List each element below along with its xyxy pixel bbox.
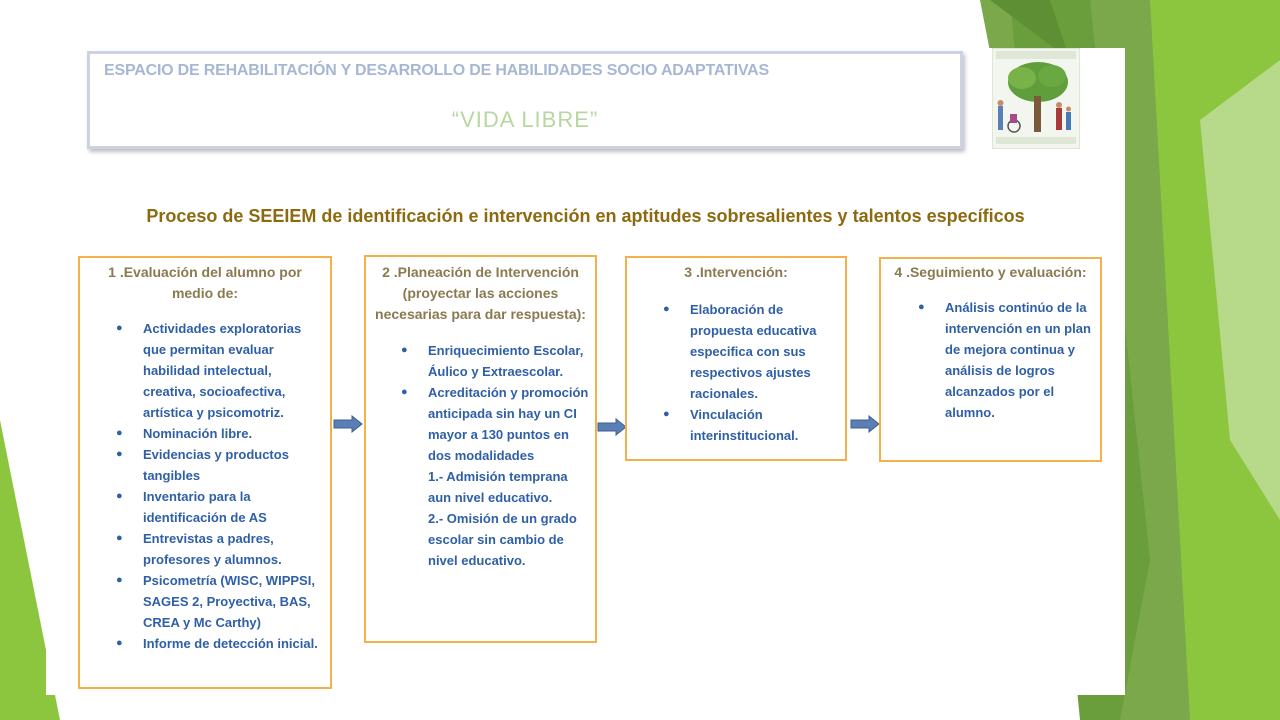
bullet-icon: ● (116, 427, 123, 439)
organization-banner (87, 51, 963, 149)
step-3-list (663, 299, 839, 446)
organization-motto: “VIDA LIBRE” (451, 107, 599, 132)
list-item (116, 318, 324, 423)
list-item-text: Informe de detección inicial. (143, 636, 318, 651)
bullet-icon: ● (116, 532, 123, 544)
step-4-title: 4 .Seguimiento y evaluación: (894, 264, 1087, 280)
list-item-text: Vinculación interinstitucional. (690, 407, 799, 443)
list-item (663, 299, 839, 404)
list-item-text: Nominación libre. (143, 426, 253, 441)
slide-content (46, 48, 1125, 695)
bullet-icon: ● (116, 490, 123, 502)
step-3-title: 3 .Intervención: (684, 264, 788, 280)
bullet-icon: ● (116, 448, 123, 460)
step-1-evaluation-box (78, 256, 332, 689)
list-item-text: Enriquecimiento Escolar, Áulico y Extraescolar. (428, 343, 584, 379)
step-4-list (918, 297, 1094, 423)
list-item-text: Evidencias y productos tangibles (143, 447, 289, 483)
bullet-icon: ● (116, 637, 123, 649)
list-item (116, 486, 324, 528)
arrow-right-icon (333, 415, 363, 433)
arrow-right-icon (850, 415, 880, 433)
organization-logo (992, 48, 1080, 149)
list-item-text: Actividades exploratorias que permitan evaluar habilidad intelectual, creativa, socioafectiva, artística y psicomotriz. (143, 321, 302, 420)
diagram-title: Proceso de SEEIEM de identificación e intervención en aptitudes sobresalientes y talentos específicos (146, 206, 1025, 226)
organization-name-text: ESPACIO DE REHABILITACIÓN Y DESARROLLO DE HABILIDADES SOCIO ADAPTATIVAS (104, 62, 769, 79)
step-2-planning-box (364, 255, 597, 643)
list-item (116, 633, 324, 654)
list-item (663, 404, 839, 446)
organization-name (104, 62, 769, 80)
list-item (116, 444, 324, 486)
bullet-icon: ● (401, 386, 408, 398)
list-item-text: Elaboración de propuesta educativa especifica con sus respectivos ajustes racionales. (690, 302, 817, 401)
sub-item: 1.- Admisión temprana aun nivel educativo. (428, 469, 568, 505)
step-2-title: 2 .Planeación de Intervención (proyectar las acciones necesarias para dar respuesta): (375, 264, 586, 322)
bullet-icon: ● (663, 303, 670, 315)
list-item (401, 340, 589, 382)
step-1-list (116, 318, 324, 654)
bullet-icon: ● (918, 301, 925, 313)
list-item (401, 382, 589, 571)
arrow-right-icon (597, 418, 627, 436)
step-2-list (401, 340, 589, 571)
list-item (116, 570, 324, 633)
list-item-text: Inventario para la identificación de AS (143, 489, 267, 525)
list-item-text: Acreditación y promoción anticipada sin hay un CI mayor a 130 puntos en dos modalidades (428, 385, 589, 463)
list-item-text: Entrevistas a padres, profesores y alumnos. (143, 531, 282, 567)
step-1-title: 1 .Evaluación del alumno por medio de: (108, 264, 302, 301)
step-3-intervention-box (625, 256, 847, 461)
bullet-icon: ● (116, 322, 123, 334)
bullet-icon: ● (663, 408, 670, 420)
bullet-icon: ● (116, 574, 123, 586)
bullet-icon: ● (401, 344, 408, 356)
list-item (116, 528, 324, 570)
step-4-followup-box (879, 257, 1102, 462)
list-item-text: Psicometría (WISC, WIPPSI, SAGES 2, Proyectiva, BAS, CREA y Mc Carthy) (143, 573, 315, 630)
list-item (918, 297, 1094, 423)
sub-item: 2.- Omisión de un grado escolar sin cambio de nivel educativo. (428, 511, 577, 568)
list-item-text: Análisis continúo de la intervención en un plan de mejora continua y análisis de logros alcanzados por el alumno. (945, 300, 1091, 420)
list-item (116, 423, 324, 444)
